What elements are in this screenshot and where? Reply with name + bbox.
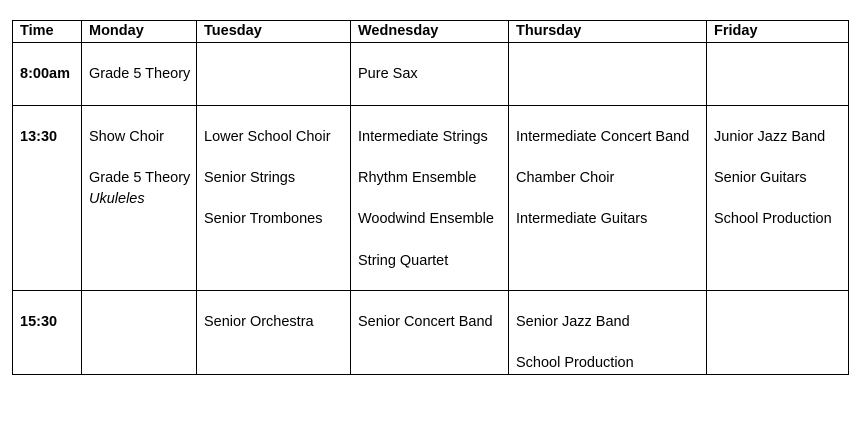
class-entry: Senior Orchestra	[204, 314, 314, 330]
monday-cell	[82, 43, 197, 106]
class-entry: Pure Sax	[358, 66, 418, 82]
class-entry: Intermediate Concert Band	[516, 129, 690, 145]
row-0800	[13, 43, 849, 106]
time-cell	[13, 291, 82, 375]
monday-cell	[82, 291, 197, 375]
class-entry: Intermediate Strings	[358, 129, 488, 145]
row-1530	[13, 291, 849, 375]
wednesday-cell	[351, 291, 509, 375]
tuesday-cell	[197, 43, 351, 106]
tuesday-cell	[197, 291, 351, 375]
class-entry: School Production	[516, 355, 634, 372]
class-entry: Woodwind Ensemble	[358, 211, 494, 228]
header-friday: Friday	[707, 21, 849, 43]
header-thursday: Thursday	[509, 21, 707, 43]
row-1330	[13, 106, 849, 291]
time-cell	[13, 43, 82, 106]
friday-cell	[707, 43, 849, 106]
thursday-cell	[509, 291, 707, 375]
friday-cell	[707, 106, 849, 291]
class-entry: Show Choir	[89, 129, 164, 145]
class-entry: Senior Concert Band	[358, 314, 493, 330]
time-label: 8:00am	[20, 66, 70, 82]
timetable	[12, 20, 849, 375]
class-entry: Lower School Choir	[204, 129, 331, 145]
class-entry: Junior Jazz Band	[714, 129, 826, 145]
friday-cell	[707, 291, 849, 375]
thursday-cell	[509, 43, 707, 106]
time-cell	[13, 106, 82, 291]
class-entry: Intermediate Guitars	[516, 211, 648, 228]
header-time: Time	[13, 21, 82, 43]
time-label: 13:30	[20, 129, 58, 145]
thursday-cell	[509, 106, 707, 291]
class-entry: Senior Jazz Band	[516, 314, 630, 330]
wednesday-cell	[351, 43, 509, 106]
class-entry: Grade 5 Theory	[89, 66, 191, 82]
class-entry: Senior Trombones	[204, 211, 323, 228]
tuesday-cell	[197, 106, 351, 291]
class-entry: Grade 5 Theory	[89, 170, 191, 187]
class-entry: Rhythm Ensemble	[358, 170, 477, 187]
time-label: 15:30	[20, 314, 58, 330]
class-entry: String Quartet	[358, 252, 449, 269]
header-monday: Monday	[82, 21, 197, 43]
header-tuesday: Tuesday	[197, 21, 351, 43]
monday-cell	[82, 106, 197, 291]
class-entry: Ukuleles	[89, 190, 145, 207]
header-row	[13, 21, 849, 43]
class-entry: Senior Guitars	[714, 170, 807, 187]
class-entry: School Production	[714, 211, 832, 228]
header-wednesday: Wednesday	[351, 21, 509, 43]
class-entry: Senior Strings	[204, 170, 296, 187]
class-entry: Chamber Choir	[516, 170, 615, 187]
wednesday-cell	[351, 106, 509, 291]
